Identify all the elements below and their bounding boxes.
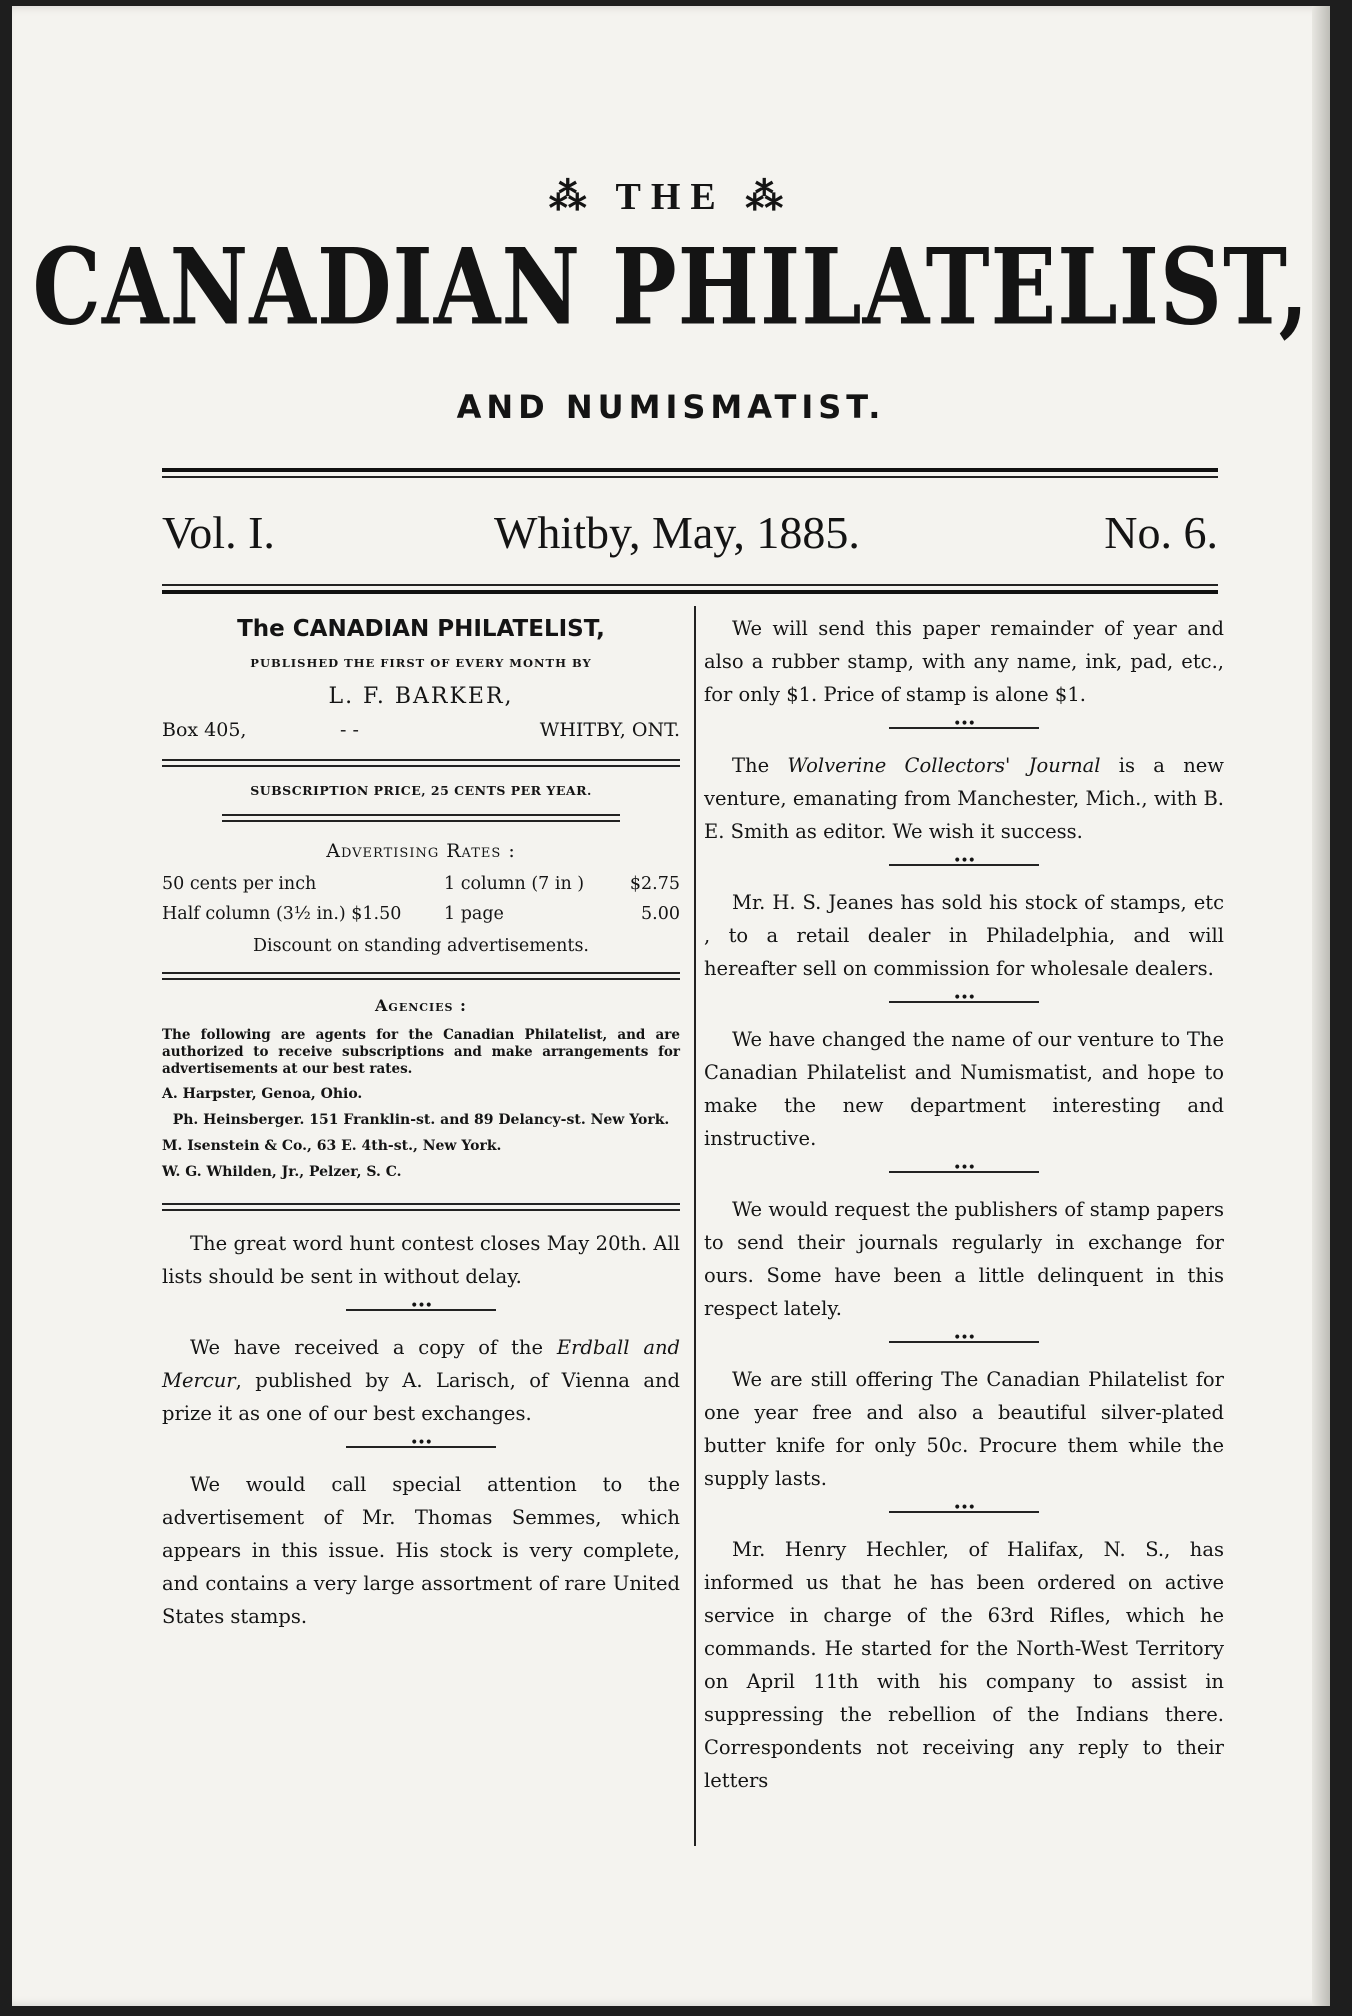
text-run: is a new venture, emanating from Manchester, Mich., with B. E. Smith as editor. We wish it success. xyxy=(704,754,1224,843)
rate-cell: Half column (3½ in.) $1.50 xyxy=(162,904,402,924)
rate-row xyxy=(162,904,680,934)
place-date: Whitby, May, 1885. xyxy=(494,507,860,558)
paragraph-erdball xyxy=(162,1331,680,1430)
agent-item: Ph. Heinsberger. 151 Franklin-st. and 89 Delancy-st. New York. xyxy=(172,1112,670,1128)
text-run: The xyxy=(732,754,788,777)
paper-name-line: The CANADIAN PHILATELIST, xyxy=(237,616,605,642)
newspaper-page xyxy=(12,6,1330,2006)
rule xyxy=(162,972,680,974)
right-column xyxy=(704,606,1224,1797)
paragraph-exchange: We would request the publishers of stamp papers to send their journals regularly in exchange for ours. Some have been a little delinquent in this respect lately. xyxy=(704,1198,1224,1320)
agencies-heading: Agencies : xyxy=(375,996,467,1015)
journal-title: Wolverine Collectors' Journal xyxy=(787,754,1101,777)
journal-title: Erdball and Mercur xyxy=(162,1336,680,1392)
address-dashes: - - xyxy=(340,719,359,741)
rate-cell: $2.75 xyxy=(629,874,680,894)
section-separator xyxy=(889,1333,1039,1351)
agent-item: A. Harpster, Genoa, Ohio. xyxy=(162,1086,363,1102)
column-divider xyxy=(694,606,696,1846)
rate-cell: 1 column (7 in ) xyxy=(444,874,585,894)
paragraph-jeanes: Mr. H. S. Jeanes has sold his stock of stamps, etc , to a retail dealer in Philadelphia, and will hereafter sell on commission for wholesale dealers. xyxy=(704,891,1224,980)
paragraph-word-hunt: The great word hunt contest closes May 20th. All lists should be sent in without delay. xyxy=(162,1232,680,1288)
section-separator xyxy=(346,1438,496,1456)
agent-item: M. Isenstein & Co., 63 E. 4th-st., New York. xyxy=(162,1138,502,1154)
masthead-subtitle: AND NUMISMATIST. xyxy=(456,388,886,426)
box-number: Box 405, xyxy=(162,719,247,741)
subscription-price: SUBSCRIPTION PRICE, 25 CENTS PER YEAR. xyxy=(250,783,592,798)
paragraph-semmes: We would call special attention to the advertisement of Mr. Thomas Semmes, which appears in this issue. His stock is very complete, and contains a very large assortment of rare United States stamps. xyxy=(162,1473,680,1628)
rule xyxy=(162,978,680,980)
issue-number: No. 6. xyxy=(1104,507,1218,558)
text-run: We have received a copy of the xyxy=(190,1336,557,1359)
dateline xyxy=(162,506,1218,562)
section-separator xyxy=(889,1503,1039,1521)
rate-cell: 1 page xyxy=(444,904,504,924)
section-separator xyxy=(889,856,1039,874)
rate-cell: 5.00 xyxy=(641,904,680,924)
published-line: PUBLISHED THE FIRST OF EVERY MONTH BY xyxy=(250,656,592,670)
paragraph-offer: We are still offering The Canadian Philatelist for one year free and also a beautiful silver-plated butter knife for only 50c. Procure them while the supply lasts. xyxy=(704,1368,1224,1490)
rate-cell: 50 cents per inch xyxy=(162,874,317,894)
paragraph-name-change: We have changed the name of our venture to The Canadian Philatelist and Numismatist, and hope to make the new department interesting and instructive. xyxy=(704,1028,1224,1150)
rule xyxy=(222,814,620,816)
left-column xyxy=(162,606,680,1633)
publisher-name: L. F. BARKER, xyxy=(328,684,514,709)
rule xyxy=(162,1203,680,1205)
discount-note: Discount on standing advertisements. xyxy=(252,936,589,956)
paragraph-rubber-stamp: We will send this paper remainder of year and also a rubber stamp, with any name, ink, pad, etc., for only $1. Price of stamp is alone $1. xyxy=(704,617,1224,706)
rule xyxy=(162,759,680,761)
agent-item: W. G. Whilden, Jr., Pelzer, S. C. xyxy=(162,1164,402,1180)
town: WHITBY, ONT. xyxy=(539,719,680,741)
rate-row xyxy=(162,874,680,904)
volume-label: Vol. I. xyxy=(162,507,275,558)
text-run: , published by A. Larisch, of Vienna and prize it as one of our best exchanges. xyxy=(162,1369,680,1425)
masthead-the: ⁂ THE ⁂ xyxy=(548,176,794,218)
section-separator xyxy=(889,1163,1039,1181)
rule xyxy=(162,1209,680,1211)
section-separator xyxy=(889,993,1039,1011)
rule xyxy=(162,765,680,767)
address-line xyxy=(162,719,680,753)
dateline-rule-thick xyxy=(162,590,1218,594)
paragraph-wolverine xyxy=(704,749,1224,848)
top-rule-thin xyxy=(162,476,1218,478)
agencies-intro: The following are agents for the Canadian Philatelist, and are authorized to receive subscriptions and make arrangements for advertisements at our best rates. xyxy=(162,1027,680,1077)
section-separator xyxy=(889,719,1039,737)
section-separator xyxy=(346,1301,496,1319)
masthead-title: CANADIAN PHILATELIST, xyxy=(32,226,1310,350)
top-rule xyxy=(162,468,1218,472)
paragraph-hechler: Mr. Henry Hechler, of Halifax, N. S., has informed us that he has been ordered on active service in charge of the 63rd Rifles, which he commands. He started for the North-West Territory on April 11th with his company to assist in suppressing the rebellion of the Indians there. Correspondents not receiving any reply to their letters xyxy=(704,1538,1224,1792)
advertising-heading: Advertising Rates : xyxy=(326,840,516,862)
dateline-rule xyxy=(162,584,1218,586)
rule xyxy=(222,820,620,822)
